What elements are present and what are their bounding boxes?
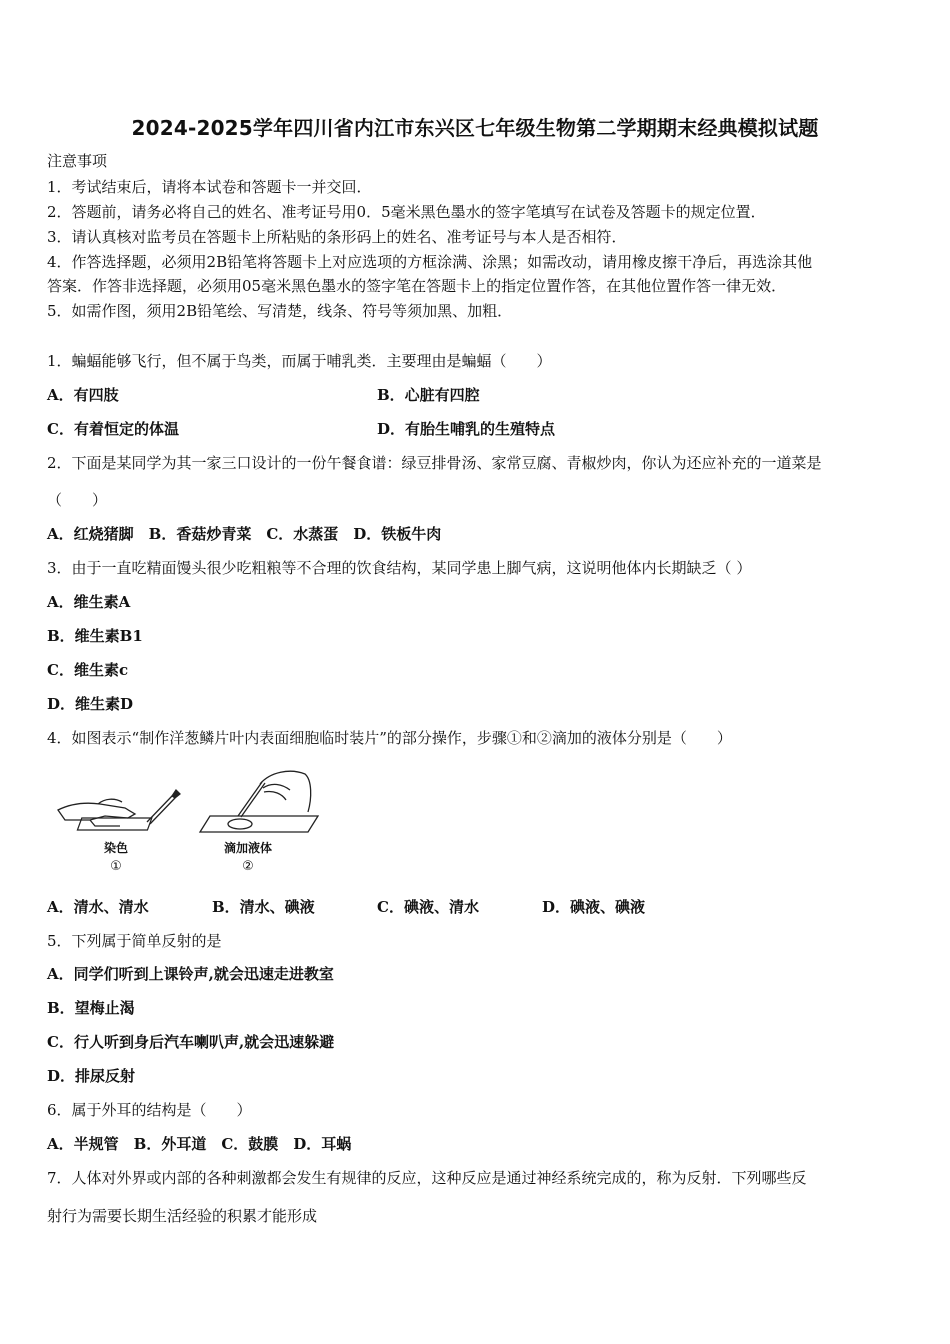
step2-illustration <box>200 771 318 832</box>
q4-option-a: A．清水、清水 <box>47 898 149 916</box>
notice-item-4-cont: 答案．作答非选择题，必须用05毫米黑色墨水的签字笔在答题卡上的指定位置作答，在其他位置作答一律无效． <box>47 277 787 295</box>
q7-stem-cont: 射行为需要长期生活经验的积累才能形成 <box>47 1207 318 1225</box>
q1-stem: 1．蝙蝠能够飞行，但不属于鸟类，而属于哺乳类．主要理由是蝙蝠（ ） <box>47 352 552 370</box>
q5-option-b: B．望梅止渴 <box>47 999 135 1017</box>
q5-option-d: D．排尿反射 <box>47 1067 136 1085</box>
q1-option-b: B．心脏有四腔 <box>377 386 480 404</box>
notice-item-4: 4．作答选择题，必须用2B铅笔将答题卡上对应选项的方框涂满、涂黑；如需改动，请用橡皮擦干净后，再选涂其他 <box>47 253 813 271</box>
notice-item-2: 2．答题前，请务必将自己的姓名、准考证号用0．5毫米黑色墨水的签字笔填写在试卷及答题卡的规定位置． <box>47 203 766 221</box>
q6-options: A．半规管 B．外耳道 C．鼓膜 D．耳蜗 <box>47 1135 352 1153</box>
q4-option-c: C．碘液、清水 <box>377 898 479 916</box>
q5-option-a: A．同学们听到上课铃声,就会迅速走进教室 <box>47 965 334 983</box>
notice-item-5: 5．如需作图，须用2B铅笔绘、写清楚，线条、符号等须加黑、加粗． <box>47 302 513 320</box>
q5-option-c: C．行人听到身后汽车喇叭声,就会迅速躲避 <box>47 1033 335 1051</box>
fig-num-1: ① <box>110 859 122 874</box>
q3-option-a: A．维生素A <box>47 593 131 611</box>
q2-options: A．红烧猪脚 B．香菇炒青菜 C．水蒸蛋 D．铁板牛肉 <box>47 525 442 543</box>
q4-diagram <box>50 768 320 878</box>
q4-option-b: B．清水、碘液 <box>212 898 315 916</box>
q2-stem: 2．下面是某同学为其一家三口设计的一份午餐食谱：绿豆排骨汤、家常豆腐、青椒炒肉，你认为还应补充的一道菜是 <box>47 454 822 472</box>
fig-label-1: 染色 <box>103 841 129 855</box>
q7-stem: 7．人体对外界或内部的各种刺激都会发生有规律的反应，这种反应是通过神经系统完成的，称为反射．下列哪些反 <box>47 1169 807 1187</box>
q4-option-d: D．碘液、碘液 <box>542 898 646 916</box>
q3-option-c: C．维生素c <box>47 661 129 679</box>
q4-stem: 4．如图表示“制作洋葱鳞片叶内表面细胞临时装片”的部分操作，步骤①和②滴加的液体分别是（ ） <box>47 729 732 747</box>
q2-stem-paren: （ ） <box>47 491 108 509</box>
q3-option-b: B．维生素B1 <box>47 627 143 645</box>
notice-item-3: 3．请认真核对监考员在答题卡上所粘贴的条形码上的姓名、准考证号与本人是否相符． <box>47 228 627 246</box>
page-title: 2024-2025学年四川省内江市东兴区七年级生物第二学期期末经典模拟试题 <box>131 116 819 140</box>
fig-num-2: ② <box>242 859 254 874</box>
notice-item-1: 1．考试结束后，请将本试卷和答题卡一并交回． <box>47 178 372 196</box>
q3-option-d: D．维生素D <box>47 695 134 713</box>
q1-option-a: A．有四肢 <box>47 386 119 404</box>
fig-label-2: 滴加液体 <box>223 841 273 855</box>
q6-stem: 6．属于外耳的结构是（ ） <box>47 1101 252 1119</box>
step1-illustration <box>58 790 180 830</box>
notice-heading: 注意事项 <box>47 152 108 170</box>
q4-figure <box>50 768 320 878</box>
q1-option-d: D．有胎生哺乳的生殖特点 <box>377 420 556 438</box>
q1-option-c: C．有着恒定的体温 <box>47 420 179 438</box>
q5-stem: 5．下列属于简单反射的是 <box>47 932 222 950</box>
q3-stem: 3．由于一直吃精面馒头很少吃粗粮等不合理的饮食结构，某同学患上脚气病，这说明他体内长期缺乏（ ） <box>47 559 752 577</box>
